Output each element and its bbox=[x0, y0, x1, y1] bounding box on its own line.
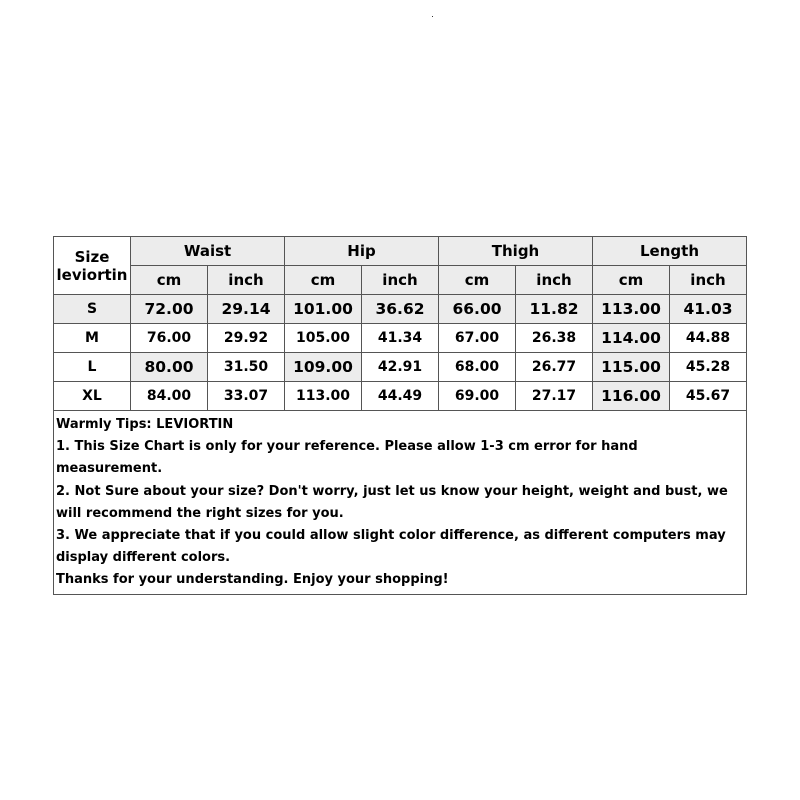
unit-header: cm bbox=[131, 266, 208, 295]
size-cell: S bbox=[54, 295, 131, 324]
value-cell: 44.49 bbox=[362, 382, 439, 411]
value-cell: 66.00 bbox=[439, 295, 516, 324]
unit-header: inch bbox=[362, 266, 439, 295]
value-cell: 109.00 bbox=[285, 353, 362, 382]
value-cell: 41.34 bbox=[362, 324, 439, 353]
group-waist: Waist bbox=[131, 237, 285, 266]
note-line: 1. This Size Chart is only for your reference. Please allow 1-3 cm error for hand measurement. bbox=[56, 439, 638, 477]
value-cell: 84.00 bbox=[131, 382, 208, 411]
value-cell: 29.92 bbox=[208, 324, 285, 353]
table-row bbox=[54, 382, 747, 411]
unit-header: inch bbox=[670, 266, 747, 295]
table-row bbox=[54, 295, 747, 324]
value-cell: 44.88 bbox=[670, 324, 747, 353]
value-cell: 11.82 bbox=[516, 295, 593, 324]
notes bbox=[53, 411, 747, 595]
table-row bbox=[54, 324, 747, 353]
size-cell: M bbox=[54, 324, 131, 353]
value-cell: 113.00 bbox=[593, 295, 670, 324]
value-cell: 33.07 bbox=[208, 382, 285, 411]
unit-header: cm bbox=[439, 266, 516, 295]
unit-header: cm bbox=[593, 266, 670, 295]
value-cell: 41.03 bbox=[670, 295, 747, 324]
value-cell: 72.00 bbox=[131, 295, 208, 324]
value-cell: 101.00 bbox=[285, 295, 362, 324]
group-length: Length bbox=[593, 237, 747, 266]
group-hip: Hip bbox=[285, 237, 439, 266]
size-cell: L bbox=[54, 353, 131, 382]
value-cell: 26.77 bbox=[516, 353, 593, 382]
value-cell: 113.00 bbox=[285, 382, 362, 411]
size-cell: XL bbox=[54, 382, 131, 411]
note-line: 3. We appreciate that if you could allow slight color difference, as different computers may display different colors. bbox=[56, 528, 726, 566]
value-cell: 105.00 bbox=[285, 324, 362, 353]
value-cell: 27.17 bbox=[516, 382, 593, 411]
value-cell: 36.62 bbox=[362, 295, 439, 324]
value-cell: 114.00 bbox=[593, 324, 670, 353]
brand-label: leviortin bbox=[56, 265, 128, 284]
value-cell: 26.38 bbox=[516, 324, 593, 353]
size-table bbox=[53, 236, 747, 411]
note-line: Thanks for your understanding. Enjoy your shopping! bbox=[56, 572, 449, 588]
group-thigh: Thigh bbox=[439, 237, 593, 266]
note-line: Warmly Tips: LEVIORTIN bbox=[56, 417, 234, 432]
value-cell: 69.00 bbox=[439, 382, 516, 411]
value-cell: 45.28 bbox=[670, 353, 747, 382]
table-row bbox=[54, 353, 747, 382]
value-cell: 115.00 bbox=[593, 353, 670, 382]
size-label: Size bbox=[74, 247, 110, 266]
unit-header: cm bbox=[285, 266, 362, 295]
value-cell: 80.00 bbox=[131, 353, 208, 382]
value-cell: 116.00 bbox=[593, 382, 670, 411]
value-cell: 45.67 bbox=[670, 382, 747, 411]
unit-header: inch bbox=[516, 266, 593, 295]
value-cell: 31.50 bbox=[208, 353, 285, 382]
note-line: 2. Not Sure about your size? Don't worry, just let us know your height, weight and bust, we will recommend the right sizes for you. bbox=[56, 483, 728, 521]
stray-dot bbox=[432, 16, 433, 17]
size-chart bbox=[53, 236, 747, 595]
value-cell: 29.14 bbox=[208, 295, 285, 324]
size-header bbox=[54, 237, 131, 295]
value-cell: 42.91 bbox=[362, 353, 439, 382]
value-cell: 68.00 bbox=[439, 353, 516, 382]
unit-header: inch bbox=[208, 266, 285, 295]
value-cell: 67.00 bbox=[439, 324, 516, 353]
value-cell: 76.00 bbox=[131, 324, 208, 353]
